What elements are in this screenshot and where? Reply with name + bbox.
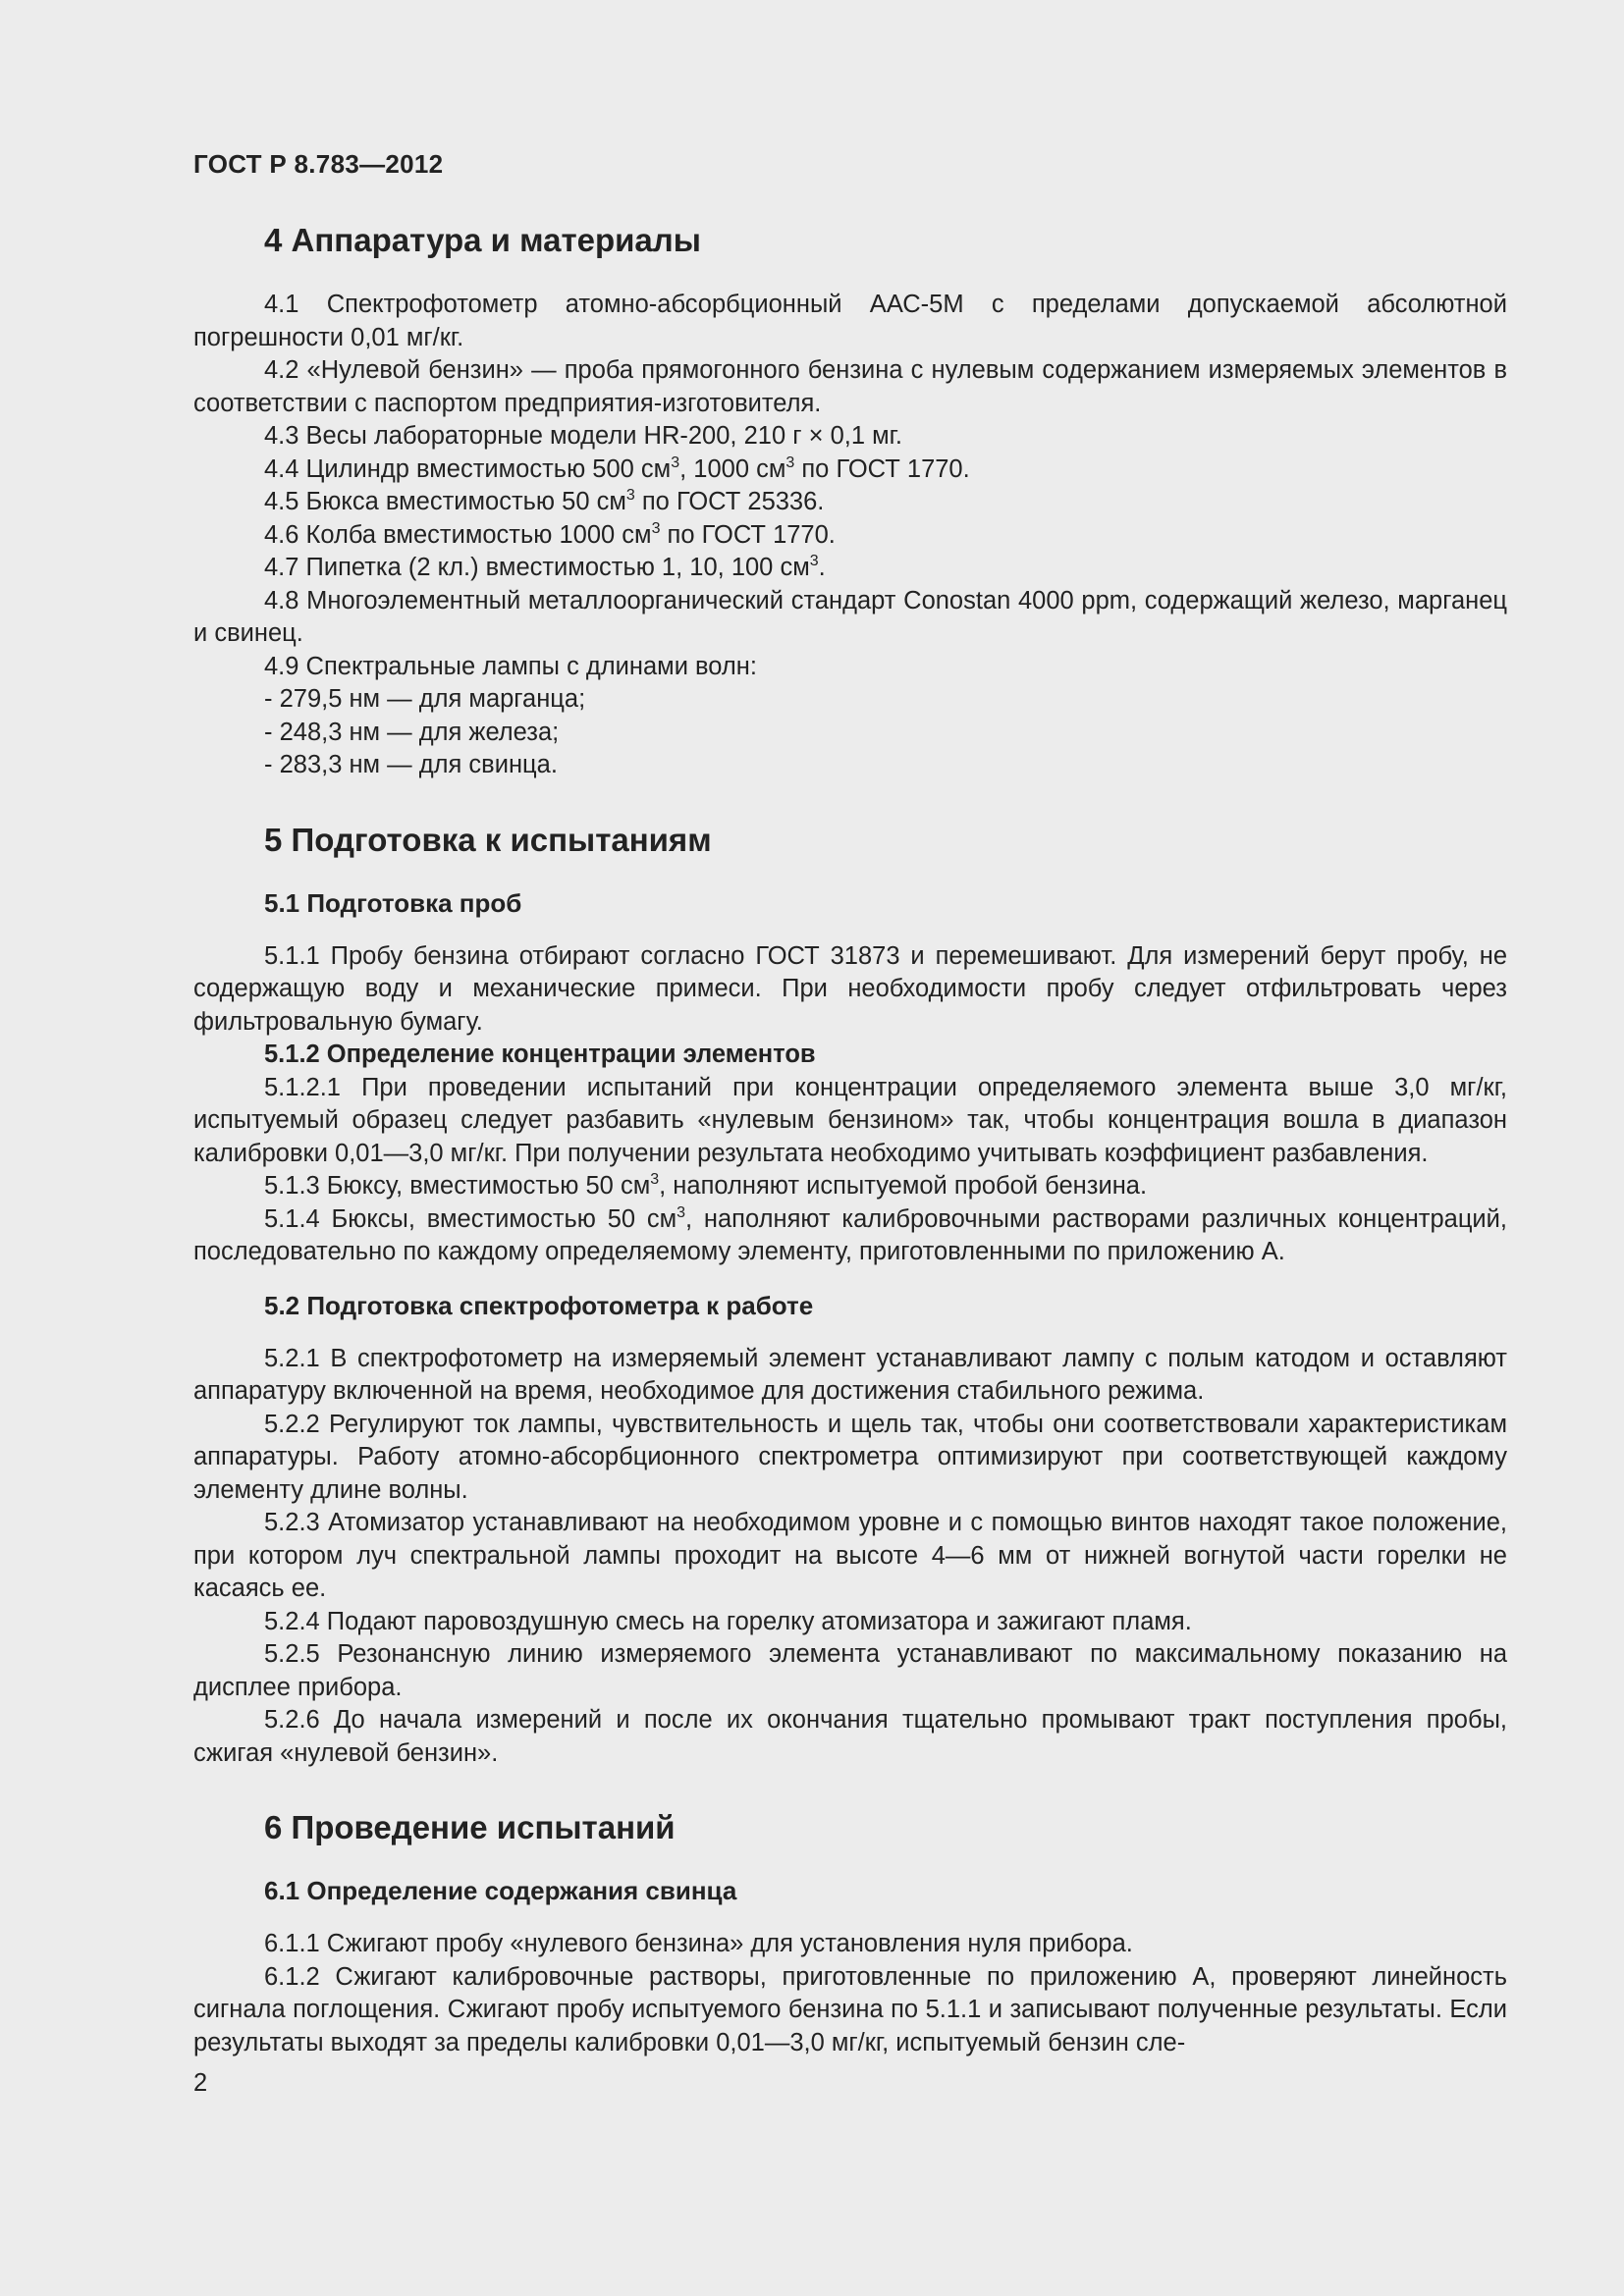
paragraph-5-1-2-1: 5.1.2.1 При проведении испытаний при концентрации определяемого элемента выше 3,0 мг/кг, испытуемый образец следует разбавить «нулевым бензином» так, чтобы концентрация вошла в диапазон калибровки 0,01—3,0 мг/кг. При получении результата необходимо учитывать коэффициент разбавления. bbox=[193, 1073, 1507, 1167]
list-item-wavelength-mn: - 279,5 нм — для марганца; bbox=[264, 685, 586, 713]
paragraph-5-2-1: 5.2.1 В спектрофотометр на измеряемый элемент устанавливают лампу с полым катодом и оставляют аппаратуру включенной на время, необходимое для достижения стабильного режима. bbox=[193, 1344, 1507, 1405]
page-content bbox=[193, 222, 1507, 2059]
paragraph-5-1-1: 5.1.1 Пробу бензина отбирают согласно ГОСТ 31873 и перемешивают. Для измерений берут пробу, не содержащую воду и механические примеси. При необходимости пробу следует отфильтровать через фильтровальную бумагу. bbox=[193, 941, 1507, 1036]
section-4-title: 4 Аппаратура и материалы bbox=[264, 222, 701, 258]
paragraph-6-1-1: 6.1.1 Сжигают пробу «нулевого бензина» для установления нуля прибора. bbox=[264, 1930, 1133, 1957]
subsection-5-1-title: 5.1 Подготовка проб bbox=[264, 887, 522, 918]
paragraph-5-2-5: 5.2.5 Резонансную линию измеряемого элемента устанавливают по максимальному показанию на дисплее прибора. bbox=[193, 1640, 1507, 1701]
section-5-title: 5 Подготовка к испытаниям bbox=[264, 821, 712, 858]
paragraph-4-1: 4.1 Спектрофотометр атомно-абсорбционный ААС-5М с пределами допускаемой абсолютной погрешности 0,01 мг/кг. bbox=[193, 291, 1507, 351]
subsection-6-1-title: 6.1 Определение содержания свинца bbox=[264, 1876, 737, 1905]
paragraph-4-6: 4.6 Колба вместимостью 1000 $см^3$ по ГОСТ 1770. bbox=[264, 519, 836, 549]
list-item-wavelength-fe: - 248,3 нм — для железа; bbox=[264, 718, 560, 746]
paragraph-5-1-2-heading: 5.1.2 Определение концентрации элементов bbox=[264, 1041, 816, 1068]
paragraph-5-2-2: 5.2.2 Регулируют ток лампы, чувствительность и щель так, чтобы они соответствовали характеристикам аппаратуры. Работу атомно-абсорбционного спектрометра оптимизируют при соответствующей каждому элементу длине волны. bbox=[193, 1410, 1507, 1504]
section-6-title: 6 Проведение испытаний bbox=[264, 1809, 676, 1845]
paragraph-4-2: 4.2 «Нулевой бензин» — проба прямогонного бензина с нулевым содержанием измеряемых элементов в соответствии с паспортом предприятия-изготовителя. bbox=[193, 356, 1507, 417]
paragraph-5-2-3: 5.2.3 Атомизатор устанавливают на необходимом уровне и с помощью винтов находят такое положение, при котором луч спектральной лампы проходит на высоте 4—6 мм от нижней вогнутой части горелки не касаясь ее. bbox=[193, 1509, 1507, 1602]
document-header: ГОСТ Р 8.783—2012 bbox=[193, 149, 444, 179]
paragraph-4-3: 4.3 Весы лабораторные модели HR-200, 210 г × 0,1 мг. bbox=[264, 422, 902, 450]
paragraph-5-2-4: 5.2.4 Подают паровоздушную смесь на горелку атомизатора и зажигают пламя. bbox=[264, 1607, 1192, 1635]
paragraph-4-9: 4.9 Спектральные лампы с длинами волн: bbox=[264, 652, 757, 680]
paragraph-4-8: 4.8 Многоэлементный металлоорганический стандарт Conostan 4000 ppm, содержащий железо, марганец и свинец. bbox=[193, 586, 1507, 647]
paragraph-5-2-6: 5.2.6 До начала измерений и после их окончания тщательно промывают тракт поступления пробы, сжигая «нулевой бензин». bbox=[193, 1706, 1507, 1767]
paragraph-5-1-3: 5.1.3 Бюксу, вместимостью 50 $см^3$, наполняют испытуемой пробой бензина. bbox=[264, 1171, 1148, 1200]
paragraph-5-1-4: 5.1.4 Бюксы, вместимостью 50 $см^3$, наполняют калибровочными растворами различных концентраций, последовательно по каждому определяемому элементу, приготовленными по приложению А. bbox=[193, 1203, 1507, 1265]
paragraph-4-7: 4.7 Пипетка (2 кл.) вместимостью 1, 10, 100 $см^3$. bbox=[264, 553, 826, 581]
paragraph-4-5: 4.5 Бюкса вместимостью 50 $см^3$ по ГОСТ 25336. bbox=[264, 487, 825, 515]
subsection-5-2-title: 5.2 Подготовка спектрофотометра к работе bbox=[264, 1290, 814, 1320]
page-number: 2 bbox=[193, 2069, 208, 2097]
paragraph-4-4: 4.4 Цилиндр вместимостью 500 $см^3$, 1000 $см^3$ по ГОСТ 1770. bbox=[264, 454, 970, 483]
list-item-wavelength-pb: - 283,3 нм — для свинца. bbox=[264, 751, 558, 778]
paragraph-6-1-2: 6.1.2 Сжигают калибровочные растворы, приготовленные по приложению А, проверяют линейность сигнала поглощения. Сжигают пробу испытуемого бензина по 5.1.1 и записывают полученные результаты. Если результаты выходят за пределы калибровки 0,01—3,0 мг/кг, испытуемый бензин сле- bbox=[193, 1962, 1507, 2056]
